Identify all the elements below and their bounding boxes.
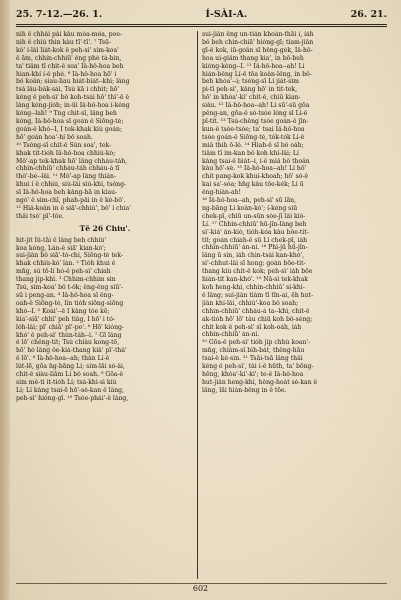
text-line: thô'-bé--lâi. ¹¹ Mô'-ap lâng thián- bbox=[16, 173, 117, 181]
left-text-column bbox=[16, 31, 194, 581]
text-line: ngó' ê sim-chī, phah-pāi in ê kè-bô'. bbox=[16, 197, 126, 205]
text-line: kai sa'-sòa; hn̄g kàu tōe-kék; Lí ū bbox=[202, 181, 304, 189]
text-line: ê lō'. ⁸ Iâ-hô-hoa--ah; thàn Lí-ê bbox=[16, 355, 110, 363]
text-line: khui í ê chhiú, siú-lâi siú-khì, tsóng- bbox=[16, 181, 127, 189]
page-binding-edge bbox=[0, 0, 10, 600]
text-line: kóng--lah! ⁹ Tng chit-sî, lâng beh bbox=[16, 110, 117, 118]
text-line: ¹² Hiâ-koân in ê siā'-chhiú', bô' i chia' bbox=[16, 204, 131, 212]
text-line: thang kiù chit-ê kok; peh-sì' iáh bōe bbox=[202, 268, 313, 276]
header-rule bbox=[16, 24, 387, 25]
text-line: tsai-ê kè-sin. ²¹ Tsāi-tsā lâng thâi bbox=[202, 355, 303, 363]
text-line: chit kok ê peh-sì' sī koh-oáh, iáh bbox=[202, 323, 302, 331]
text-line: gī-ê kok, iū-goân sī hêng-gék, Iâ-hô- bbox=[202, 46, 313, 54]
text-line: khak tit-tióh Iâ-hô-hoa chhiú-kò; bbox=[16, 149, 116, 157]
text-line: hián-tit kan-khó'. ¹⁹ Nā-sí tek-khak bbox=[202, 276, 308, 284]
text-line: pì-tī peh-sì', kàng hō' in tit-tek, bbox=[202, 86, 298, 94]
text-line: Lí; Lí kàng tsai-ē hō'-sè-kan ê lâng, bbox=[16, 386, 124, 394]
text-line: ê lâng; sui-jiân tiàm tī tīn-ai, ēh hut- bbox=[202, 291, 314, 299]
text-line: nih ê chiú thin kàu tī'-tī'. ⁷ Tsū- bbox=[16, 38, 111, 46]
text-line: sī Iâ-hô-hoa beh kàng-hā in kiau- bbox=[16, 189, 118, 197]
header-rule-secondary bbox=[16, 26, 387, 27]
text-line: hoa ui-giâm thang kia', in bô-beh bbox=[202, 54, 304, 62]
text-line: hian-khí í-ê phè. ⁸ Iâ-hô-hoa hō' i bbox=[16, 70, 117, 78]
text-line: bô koân; siau-liau biát-biát--khì; lâng bbox=[16, 78, 130, 86]
text-line: tsòe goán-ê Siōng-tè, tók-tók Lí-ê bbox=[202, 133, 305, 141]
text-line: khó' ê peh-sì' thùn-táh--i. ⁷ Gī lâng bbox=[16, 331, 122, 339]
text-line: chhin-chhiū' chháu-á ta--khì, chit-ê bbox=[202, 307, 310, 315]
text-line: hō' goán hoa'-hí bô soah. bbox=[16, 133, 93, 141]
chapter-heading: Tē 26 Chiu'. bbox=[79, 223, 131, 233]
text-line: sim mê-tí it-tióh Lí; tsá-khì-sì kiù bbox=[16, 378, 117, 386]
text-line: koh heng-khí, chhin-chhiū' sí-khì- bbox=[202, 284, 305, 291]
text-line: ak-tióh hō' lō' táu chiū koh bô-sèng; bbox=[202, 315, 313, 323]
text-line: hēng, khòa'-kì'-kì'; te-ê Iâ-hô-hoa bbox=[202, 370, 304, 378]
text-line: si'-chhut-lâi sī hong; goán bōe-tit- bbox=[202, 260, 306, 268]
text-line: Lí. ¹⁷ Chhin-chhiū' hū-jîn-lâng beh bbox=[202, 220, 307, 228]
text-line: miâ thih ō-ló. ¹⁴ Hiah-ê sī bô oáh; bbox=[202, 141, 304, 149]
text-line: ¹⁰ Tsóng-sī chit-ê Sûn soa', tek- bbox=[16, 141, 112, 149]
text-line: pêng-an, gōa-ê só-tsòe lóng sī Lí-ê bbox=[202, 110, 308, 118]
text-line: êng-hián-ah! bbox=[202, 189, 241, 197]
text-line: kàu hō'-sè. ¹⁵ Iâ-hô-hoa--ah! Lí hō' bbox=[202, 165, 307, 173]
text-line: hut-jiân heng-khí, hêng-hoát sè-kan ê bbox=[202, 378, 318, 386]
text-line: kàng tsai-ê biát--i, í-ê miâ bô thoân bbox=[202, 157, 310, 165]
text-line: si'-kiá' àn-kiò, tióh-kóa kàu bôe-tit- bbox=[202, 228, 309, 236]
text-line: peh-sì' hiông-gī. ¹⁰ Tsóe-phái'-ê lâng, bbox=[16, 394, 129, 402]
right-text-column bbox=[202, 31, 380, 581]
text-line: siàu. ¹² Iâ-hô-hoa--ah! Lí sū'-sū gōa bbox=[202, 102, 310, 110]
text-line: hit-jit Iû-tāi ê lâng beh chhiù' bbox=[16, 236, 107, 244]
text-line: sū i peng-an. ⁴ Iâ-hô-hoa sī êng- bbox=[16, 292, 114, 299]
left-column-top-text bbox=[16, 31, 194, 221]
text-line: goán-ê khó--I, I tek-khak kiù goán; bbox=[16, 125, 123, 133]
running-header bbox=[16, 6, 387, 22]
header-book-title: Í-SÀI-A. bbox=[205, 8, 248, 20]
page-number: 602 bbox=[192, 584, 209, 593]
text-line: khò--I. ⁵ Koái'--ê I kàng tóe kē; bbox=[16, 307, 110, 315]
text-line: chek-pī, chiū un-sūn sòe-jī lâi kiô- bbox=[202, 212, 306, 220]
text-line: ê lō' chêng-tit; Tsú chiàu kong-tō, bbox=[16, 339, 120, 347]
text-line: mn̂g, chiâm-sî bih-bát, thêng-hāu bbox=[202, 347, 305, 355]
text-line: khak chhiù-kò' lán. ² Tióh khui ê bbox=[16, 260, 116, 268]
text-line: ng-bāng Lí koàn-kò'; í-kéng siū bbox=[202, 204, 298, 212]
text-line: thang jip-khì. ³ Chhim-chhim sìn bbox=[16, 276, 116, 284]
text-line: tiâm tī im-kan bô koh khí-lâi; Lí bbox=[202, 149, 299, 157]
text-line: kéng ê peh-sì', tài í-ê hūth, ta' bōng- bbox=[202, 363, 314, 371]
header-end-verse: 26. 21. bbox=[350, 8, 387, 20]
header-verse-range: 25. 7-12.—26. 1. bbox=[16, 8, 103, 20]
column-divider bbox=[197, 31, 198, 579]
text-line: mn̂g, sú tō-lí hó-ê peh-sì' chiah bbox=[16, 268, 111, 276]
text-line: ²⁰ Gōa-ê peh-sì' tióh jip chhù koan'- bbox=[202, 339, 311, 347]
text-line: sui-jiân êng un-tián khoán-thāi i, iáh bbox=[202, 31, 314, 38]
text-line: hián-bêng Lí-ê tōa koân-lêng, in bô- bbox=[202, 70, 312, 78]
text-line: sui-jiân bô siā'-tó-chí, Siōng-tè tek- bbox=[16, 252, 124, 260]
text-line: ta' tiâm tī chit-ê soa' Iâ-hô-hoa beh bbox=[16, 62, 124, 70]
text-line: chhin-chhiū' chháu-táh chháu-á tī bbox=[16, 165, 120, 173]
text-line: nih ê chhài pài kàu móa-móa, poe- bbox=[16, 31, 122, 38]
text-line: lâng, lāi hián-bêng in ê tōe. bbox=[202, 386, 287, 394]
text-line: koa kóng, Lán-ê siā' kian-kò'; bbox=[16, 244, 106, 252]
text-line: kóng, Iâ-hô-hoa sī goán ê Siōng-tè; bbox=[16, 117, 124, 125]
text-line: tit; goán chiah-ê sū Lí chek-pī, iáh bbox=[202, 236, 308, 244]
text-line: pī-tit. ¹³ Tsú-chêng tsòe goán-ê jīn- bbox=[202, 117, 309, 125]
text-line: tsá lâu-bák-sái, Tsú kā i chhit; hō' bbox=[16, 86, 120, 94]
text-line: chit pang-kok khuí-khoah; hō' só-ê bbox=[202, 173, 309, 181]
text-line: hō' in khòa'-kì' chit-ê, chiū kian- bbox=[202, 94, 301, 102]
text-line: kia'-siā' chhī' peh tiâg, I hō' i tó- bbox=[16, 315, 115, 323]
text-line: ê ām, chhin-chhiū' êng phè tá-bin, bbox=[16, 54, 122, 62]
text-line: lóh-lâi; pī' chiā' pī'-po'. ⁶ Hō' kióng- bbox=[16, 323, 124, 331]
text-line: bô beh chin-chiā' hióng-gī; tiam-jiân bbox=[202, 38, 314, 46]
text-line: kéng ê peh-sì' bô koh-tsái hō' thì'-ē ê bbox=[16, 94, 130, 102]
text-line: kun-ê tsòe-tsòe; ta' tsai Iâ-hô-hoa bbox=[202, 125, 305, 133]
text-line: lâng kéng-jióh; in-ūi Iâ-hô-hoa í-kéng bbox=[16, 102, 130, 110]
text-line: thâi tsò' pī'-tôe. bbox=[16, 212, 64, 220]
text-line: kióng-kèng--I. ¹¹ Iâ-hô-hoa--ah! Lí bbox=[202, 62, 305, 70]
text-line: chhin-chhiū' án-ni. ¹⁸ Phì-jū hū-jîn- bbox=[202, 244, 308, 252]
text-line: hō' hó lâng ôe-kiá-thang kià' pī'-thâ' bbox=[16, 347, 127, 355]
text-line: lút-lē, gōa n̄g-bāng Lí; sim-lāi só-ài, bbox=[16, 363, 125, 371]
text-line: kó' í-lâi liát-kok ê peh-sì' sim-koa' bbox=[16, 46, 119, 54]
text-line: chhin-chhiū' án-ni. bbox=[202, 331, 260, 339]
text-line: lâng ū sin, iáh chin-tsái kan-khó', bbox=[202, 252, 305, 260]
text-line: jiân khí-lâi, chhiù'-koa bô soah; bbox=[202, 299, 299, 307]
text-line: chit-ê siàu-liām Lí bô soah. ⁹ Gōa-ê bbox=[16, 371, 124, 379]
text-line: Tsú, sim-koa' bô t-ôk; êng-êng siū'- bbox=[16, 284, 124, 292]
left-column-bottom-text bbox=[16, 237, 194, 403]
right-column-text bbox=[202, 31, 380, 395]
text-line: oah-ê Siōng-tè, lín tióh siōng-siōng bbox=[16, 299, 124, 307]
text-line: Mô'-ap tek-khak hō' lâng chháu-táh, bbox=[16, 157, 128, 165]
text-line: beh khòa'--i; tsóng-sī Lí jiát-sim bbox=[202, 78, 299, 86]
text-line: ¹⁶ Iâ-hô-hoa--ah, peh-sì' sū lān, bbox=[202, 197, 296, 205]
